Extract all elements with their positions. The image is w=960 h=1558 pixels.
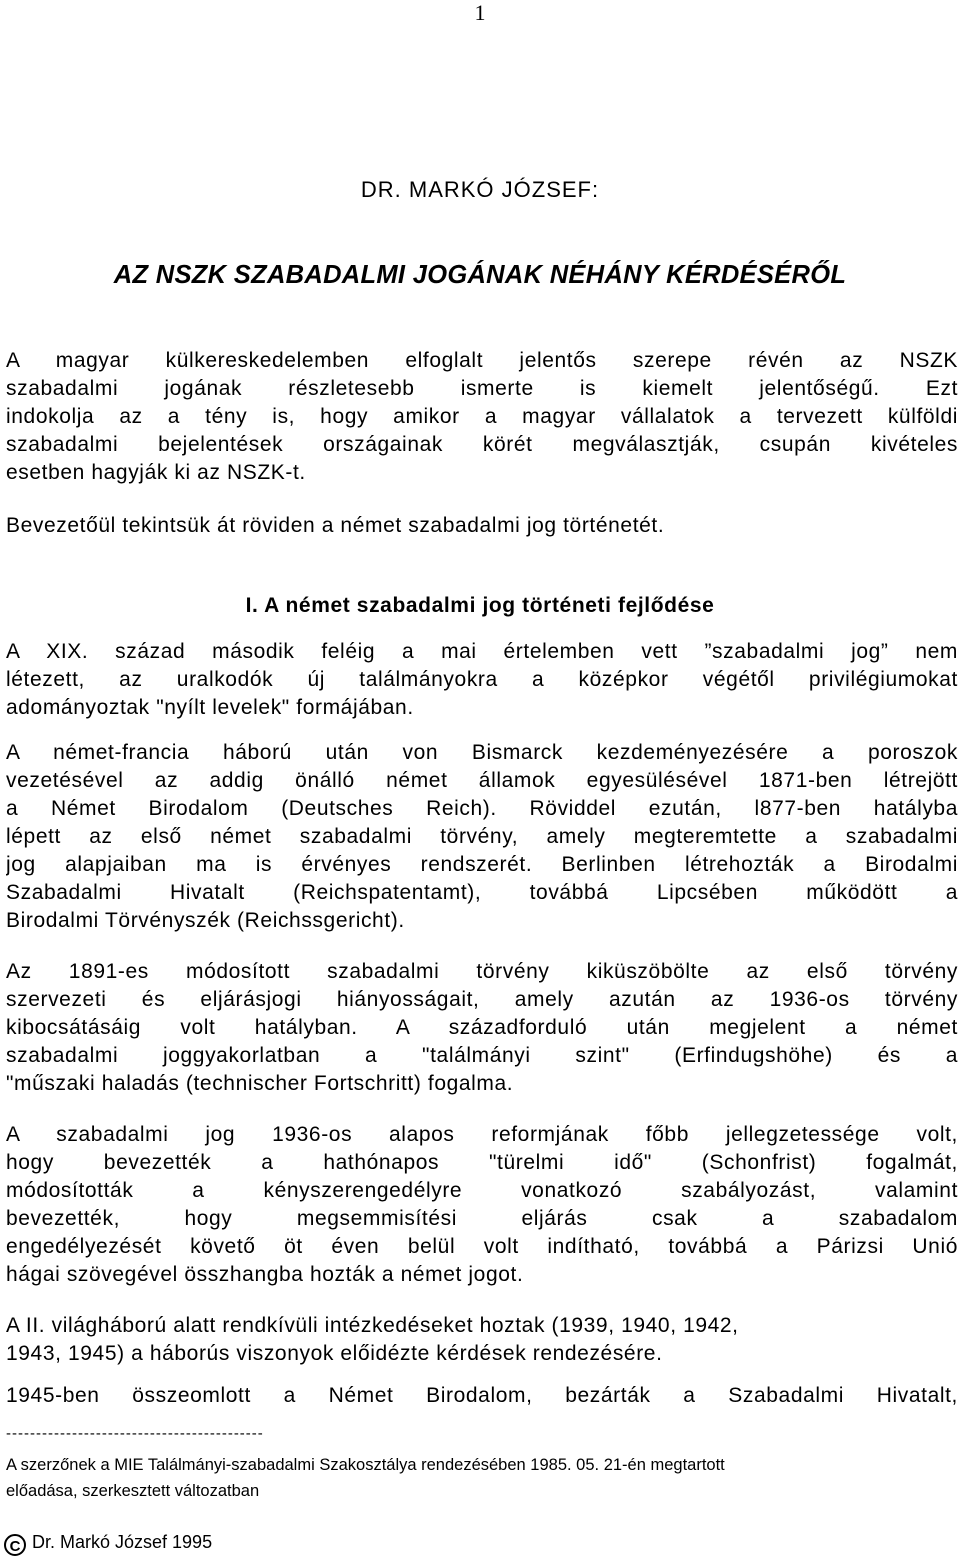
intro-sentence [6, 512, 958, 540]
section-heading: I. A német szabadalmi jog történeti fejlődése [245, 594, 715, 617]
text-line: A magyar külkereskedelemben elfoglalt jelentős szerepe révén az NSZK [6, 349, 958, 372]
text-line: esetben hagyják ki az NSZK-t. [6, 461, 306, 484]
text-line: A II. világháború alatt rendkívüli intézkedéseket hoztak (1939, 1940, 1942, [6, 1314, 739, 1337]
page-number: 1 [474, 0, 486, 25]
text-line: bevezették, hogy megsemmisítési eljárás csak a szabadalom [6, 1207, 958, 1230]
text-line: adományoztak "nyílt levelek" formájában. [6, 696, 414, 719]
text-line: 1945-ben összeomlott a Német Birodalom, bezárták a Szabadalmi Hivatalt, [6, 1384, 958, 1407]
text-line: szabadalmi jogának részletesebb ismerte is kiemelt jelentőségű. Ezt [6, 377, 958, 400]
text-line: szervezeti és eljárásjogi hiányosságait, amely azután az 1936-os törvény [6, 988, 958, 1011]
footnote-line: előadása, szerkesztett változatban [6, 1482, 260, 1500]
text-line: engedélyezését követő öt éven belül volt indítható, továbbá a Párizsi Unió [6, 1235, 958, 1258]
paragraph-3 [6, 958, 958, 1098]
text-line: hágai szövegével összhangba hozták a német jogot. [6, 1263, 524, 1286]
text-line: szabadalmi bejelentések országainak körét megválasztják, csupán kivételes [6, 433, 958, 456]
copyright-text: Dr. Markó József 1995 [32, 1532, 213, 1552]
text-line: A német-francia háború után von Bismarck kezdeményezésére a poroszok [6, 741, 958, 764]
text-line: létezett, az uralkodók új találmányokra a középkor végétől privilégiumokat [6, 668, 958, 691]
text-line: Bevezetőül tekintsük át röviden a német szabadalmi jog történetét. [6, 514, 665, 537]
text-line: kibocsátásáig volt hatályban. A századforduló után megjelent a német [6, 1016, 958, 1039]
footnote-line: A szerzőnek a MIE Találmányi-szabadalmi Szakosztálya rendezésében 1985. 05. 21-én megtartott [6, 1456, 725, 1474]
footnote-separator: ------------------------------------------- [6, 1425, 264, 1442]
text-line: szabadalmi joggyakorlatban a "találmányi szint" (Erfindugshöhe) és a [6, 1044, 958, 1067]
text-line: "műszaki haladás (technischer Fortschritt) fogalma. [6, 1072, 514, 1095]
text-line: jog alapjaiban ma is érvényes rendszerét. Berlinben létrehozták a Birodalmi [6, 853, 958, 876]
text-line: hogy bevezették a hathónapos "türelmi idő" (Schonfrist) fogalmát, [6, 1151, 958, 1174]
intro-paragraph [6, 347, 958, 487]
paragraph-1 [6, 638, 958, 722]
text-line: lépett az első német szabadalmi törvény, amely megteremtette a szabadalmi [6, 825, 958, 848]
copyright-notice [4, 1530, 212, 1556]
text-line: indokolja az a tény is, hogy amikor a magyar vállalatok a tervezett külföldi [6, 405, 958, 428]
text-line: vezetésével az addig önálló német államok egyesülésével 1871-ben létrejött [6, 769, 958, 792]
paragraph-6 [6, 1382, 958, 1410]
paragraph-4 [6, 1121, 958, 1289]
text-line: Szabadalmi Hivatalt (Reichspatentamt), továbbá Lipcsében működött a [6, 881, 958, 904]
paragraph-5 [6, 1312, 958, 1368]
text-line: A szabadalmi jog 1936-os alapos reformjának főbb jellegzetessége volt, [6, 1123, 958, 1146]
text-line: A XIX. század második feléig a mai értelemben vett ”szabadalmi jog” nem [6, 640, 958, 663]
text-line: Birodalmi Törvényszék (Reichssgericht). [6, 909, 405, 932]
document-title: AZ NSZK SZABADALMI JOGÁNAK NÉHÁNY KÉRDÉSÉRŐL [113, 261, 847, 289]
paragraph-2 [6, 739, 958, 935]
copyright-icon: C [4, 1534, 26, 1556]
footnote [6, 1452, 956, 1504]
text-line: a Német Birodalom (Deutsches Reich). Röviddel ezután, l877-ben hatályba [6, 797, 958, 820]
author-line: DR. MARKÓ JÓZSEF: [360, 177, 600, 202]
text-line: módosították a kényszerengedélyre vonatkozó szabályozást, valamint [6, 1179, 958, 1202]
text-line: 1943, 1945) a háborús viszonyok előidézte kérdések rendezésére. [6, 1342, 663, 1365]
text-line: Az 1891-es módosított szabadalmi törvény kiküszöbölte az első törvény [6, 960, 958, 983]
